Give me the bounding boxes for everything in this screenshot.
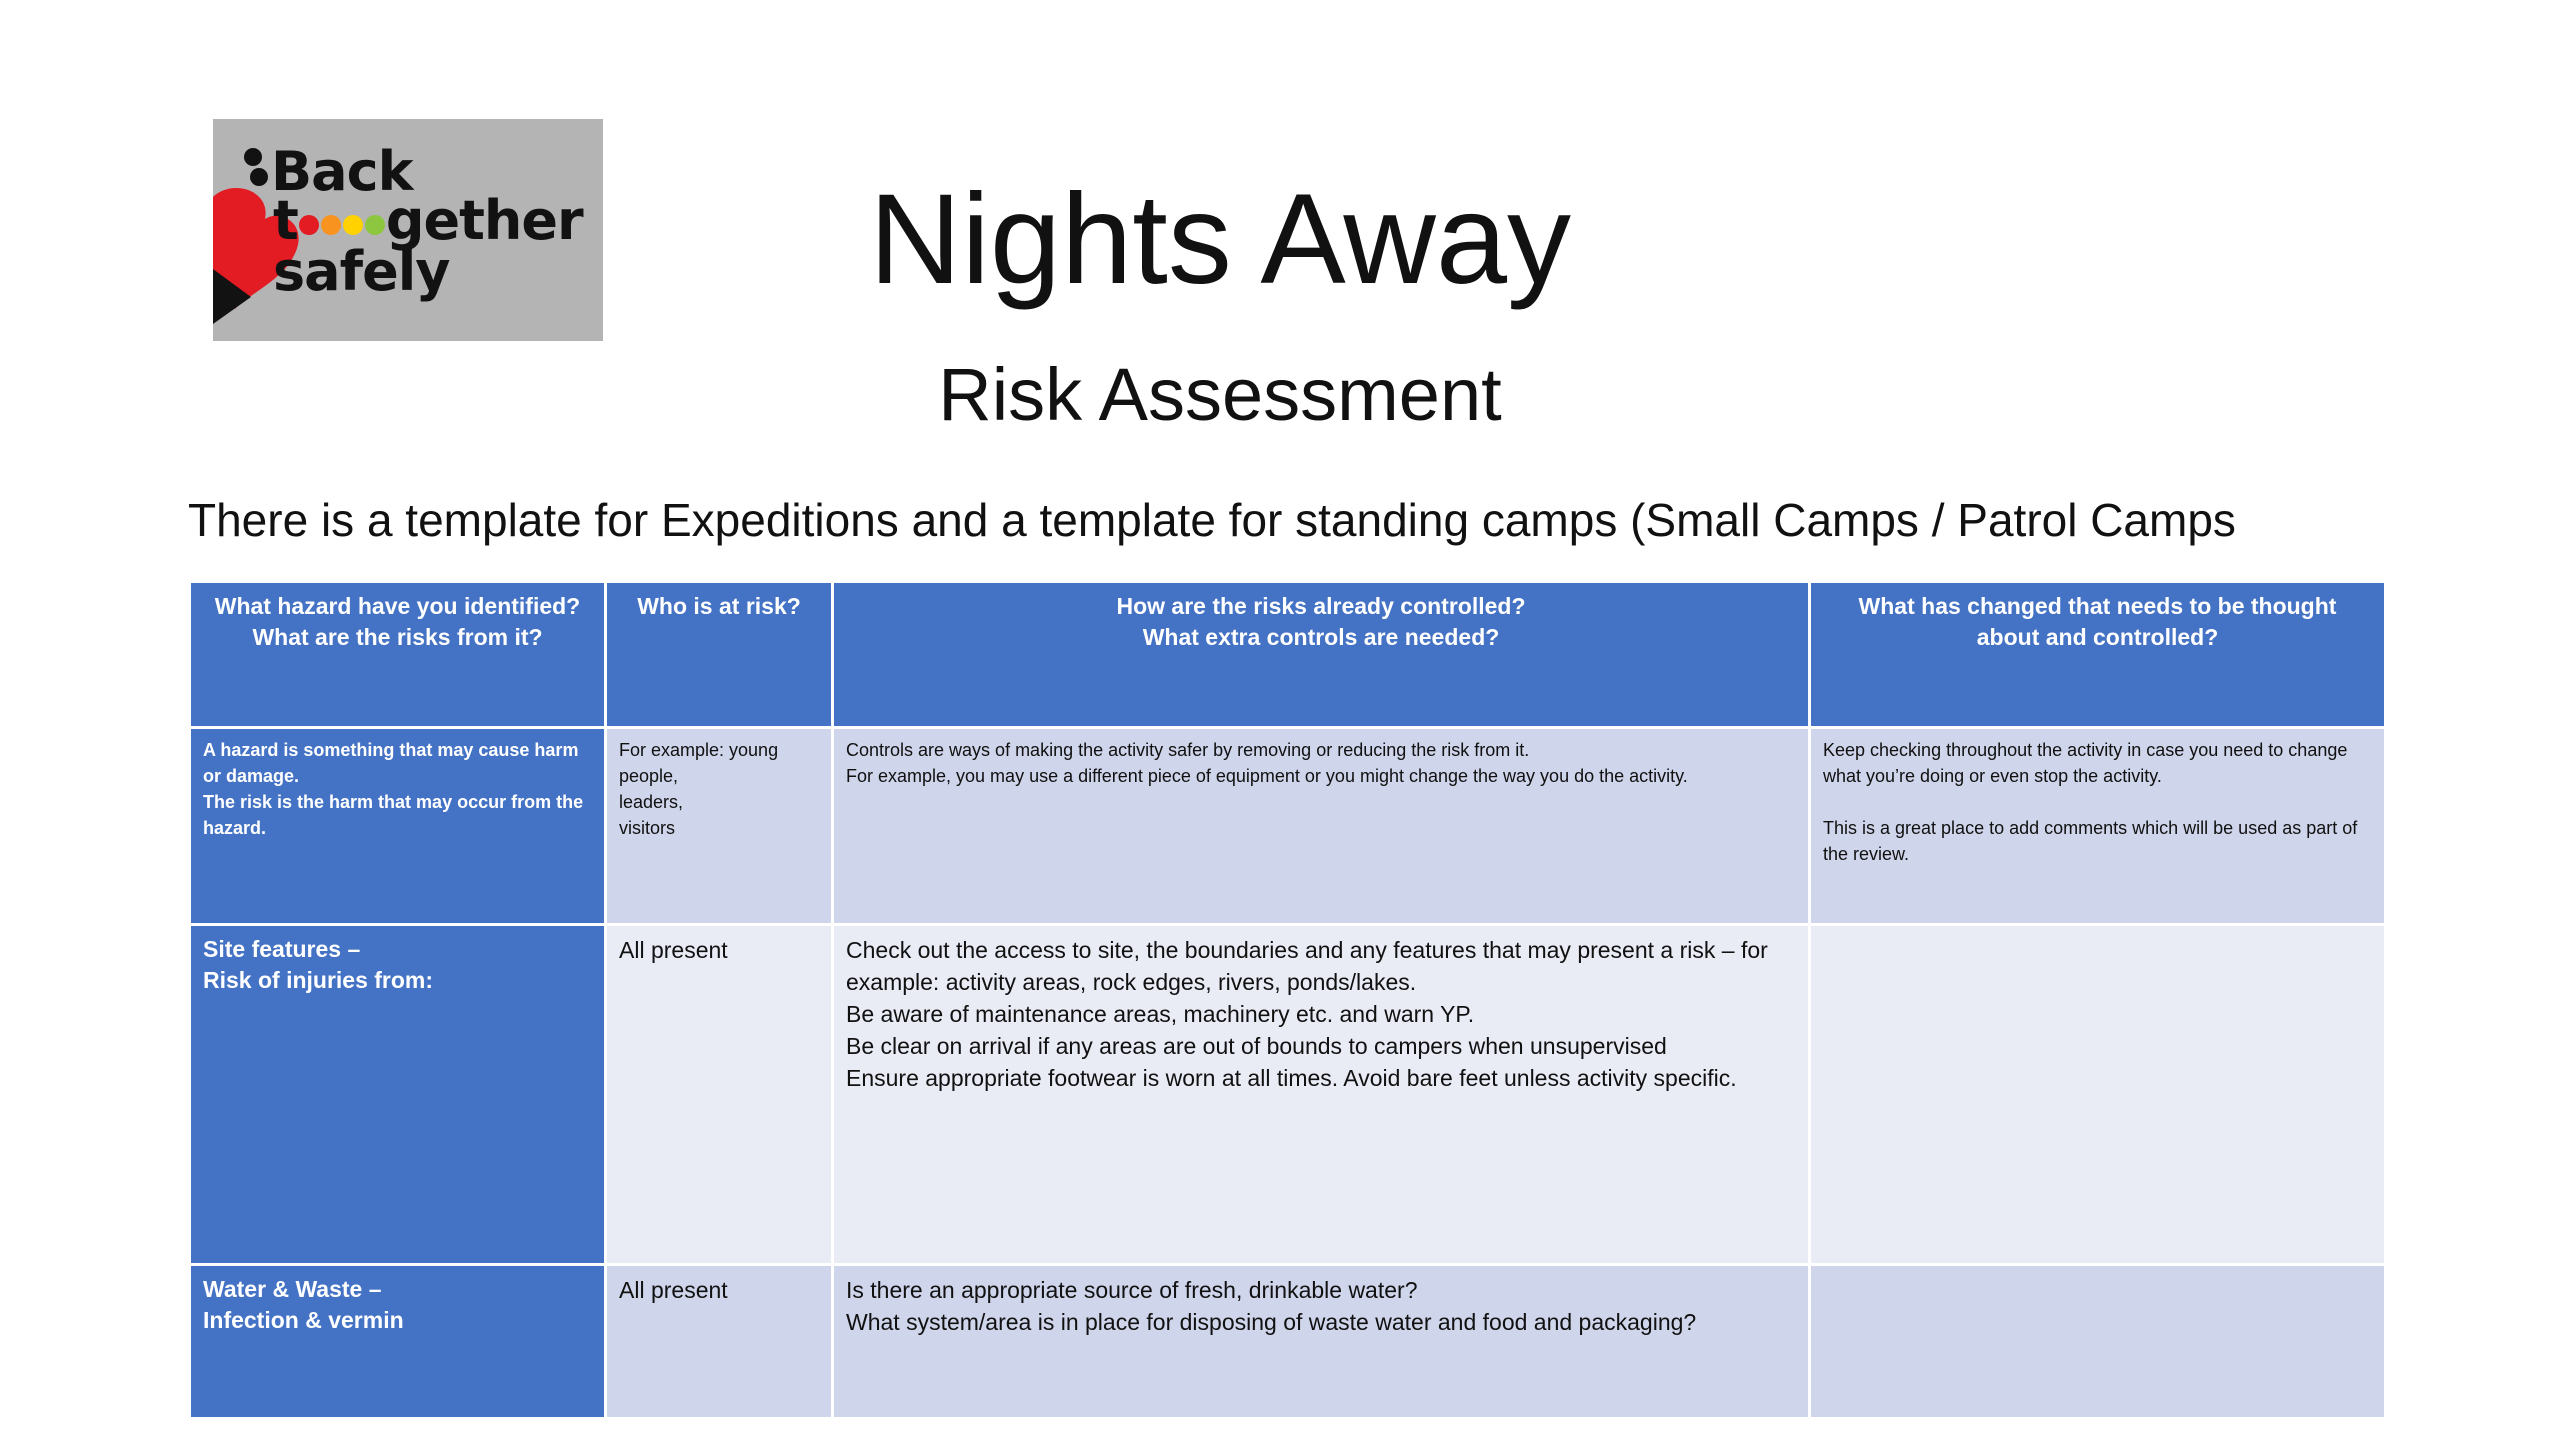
row-controls-cell: Check out the access to site, the boundaries and any features that may present a risk – for example: activity areas, rock edges, rivers, ponds/lakes. Be aware of maintenance areas, machinery etc. and warn YP. Be clear on arrival if any areas are out of bounds to campers when unsupervised Ensure appropriate footwear is worn at all times. Avoid bare feet unless activity specific. <box>833 925 1810 1265</box>
risk-assessment-table <box>188 580 2387 1420</box>
row-who-cell: All present <box>606 925 833 1265</box>
row-changed-cell <box>1810 1265 2386 1419</box>
guide-controls-cell: Controls are ways of making the activity safer by removing or reducing the risk from it. For example, you may use a different piece of equipment or you might change the way you do the activity. <box>833 728 1810 925</box>
logo-word-together: t gether <box>273 189 583 252</box>
row-hazard-cell: Site features – Risk of injuries from: <box>190 925 606 1265</box>
logo-dot-yellow-icon <box>343 215 363 235</box>
header-who: Who is at risk? <box>606 582 833 728</box>
page-subtitle: Risk Assessment <box>938 353 1502 436</box>
row-who-cell: All present <box>606 1265 833 1419</box>
header-hazard: What hazard have you identified? What are the risks from it? <box>190 582 606 728</box>
table-row-guidance <box>190 728 2386 925</box>
table-row <box>190 1265 2386 1419</box>
page-title: Nights Away <box>869 168 1571 311</box>
back-together-safely-logo <box>213 119 603 341</box>
header-controls: How are the risks already controlled? What extra controls are needed? <box>833 582 1810 728</box>
logo-dot-orange-icon <box>321 215 341 235</box>
logo-dot-green-icon <box>365 215 385 235</box>
intro-text: There is a template for Expeditions and a template for standing camps (Small Camps / Patrol Camps <box>188 494 2236 546</box>
guide-who-cell: For example: young people, leaders, visitors <box>606 728 833 925</box>
header-changed: What has changed that needs to be thought about and controlled? <box>1810 582 2386 728</box>
guide-changed-cell: Keep checking throughout the activity in case you need to change what you’re doing or even stop the activity. This is a great place to add comments which will be used as part of the review. <box>1810 728 2386 925</box>
table-row <box>190 925 2386 1265</box>
row-controls-cell: Is there an appropriate source of fresh, drinkable water? What system/area is in place for disposing of waste water and food and packaging? <box>833 1265 1810 1419</box>
logo-dot-red-icon <box>299 215 319 235</box>
row-hazard-cell: Water & Waste – Infection & vermin <box>190 1265 606 1419</box>
table-header-row <box>190 582 2386 728</box>
guide-hazard-cell: A hazard is something that may cause harm or damage. The risk is the harm that may occur from the hazard. <box>190 728 606 925</box>
logo-word-safely: safely <box>273 240 450 303</box>
logo-word-back: Back <box>271 140 413 203</box>
row-changed-cell <box>1810 925 2386 1265</box>
